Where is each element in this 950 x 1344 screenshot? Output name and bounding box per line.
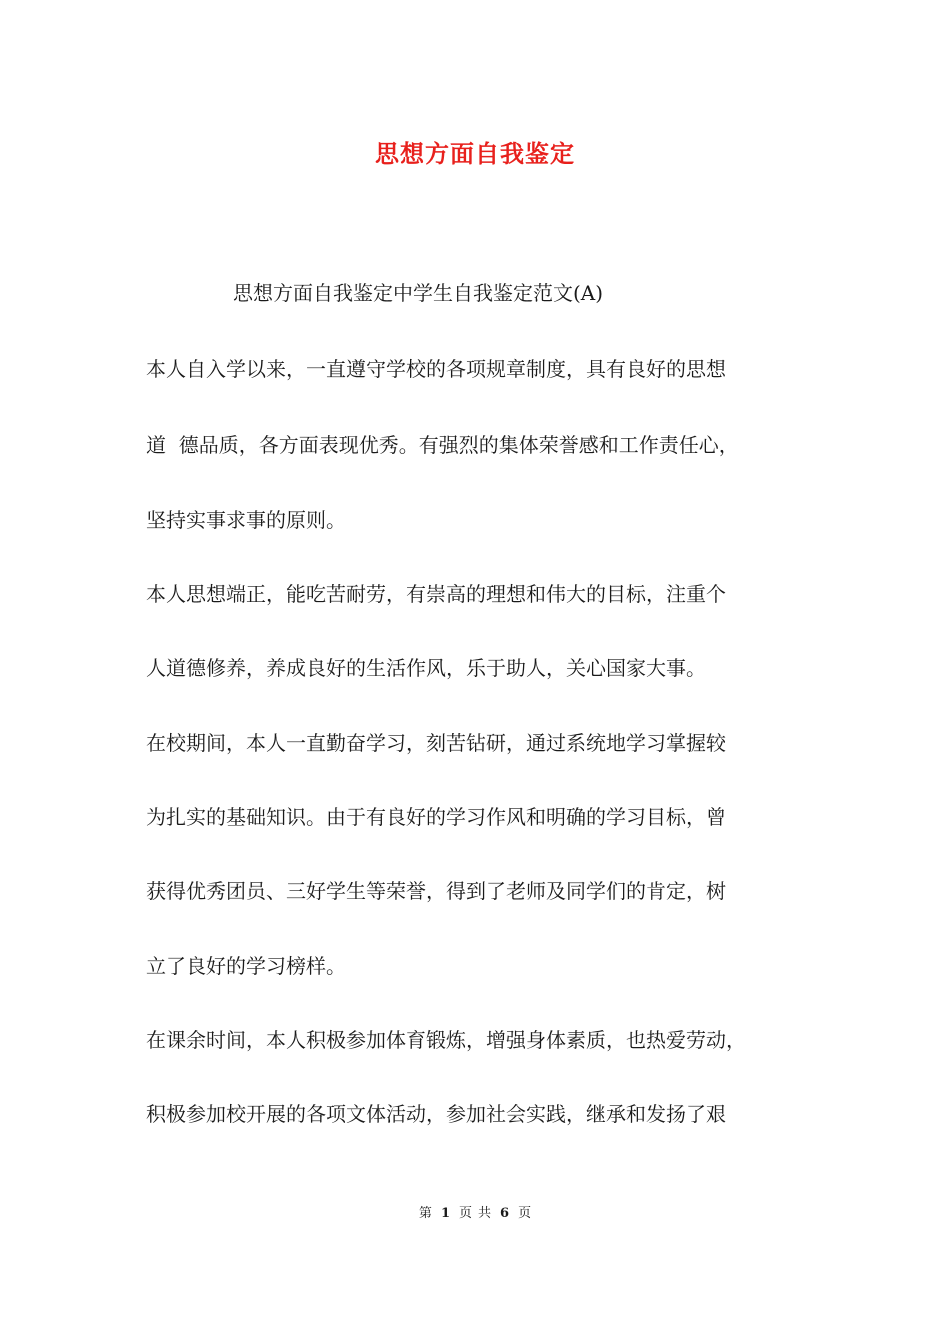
page-footer bbox=[0, 1205, 950, 1223]
footer-page-number: 1 bbox=[440, 1206, 450, 1221]
body-line: 坚持实事求事的原则。 bbox=[146, 508, 346, 532]
body-line: 在校期间，本人一直勤奋学习，刻苦钻研，通过系统地学习掌握较 bbox=[146, 731, 726, 755]
footer-suffix: 页 bbox=[518, 1206, 532, 1221]
body-line: 道 德品质，各方面表现优秀。有强烈的集体荣誉感和工作责任心， bbox=[146, 433, 739, 457]
body-line: 人道德修养，养成良好的生活作风，乐于助人，关心国家大事。 bbox=[146, 656, 706, 680]
body-line: 立了良好的学习榜样。 bbox=[146, 954, 346, 978]
body-line: 本人思想端正，能吃苦耐劳，有崇高的理想和伟大的目标，注重个 bbox=[146, 582, 726, 606]
footer-mid2: 共 bbox=[478, 1206, 492, 1221]
body-line: 积极参加校开展的各项文体活动，参加社会实践，继承和发扬了艰 bbox=[146, 1102, 726, 1126]
body-line: 在课余时间，本人积极参加体育锻炼，增强身体素质，也热爱劳动， bbox=[146, 1028, 746, 1052]
body-line: 本人自入学以来，一直遵守学校的各项规章制度，具有良好的思想 bbox=[146, 357, 726, 381]
footer-total-pages: 6 bbox=[500, 1206, 510, 1221]
body-line: 获得优秀团员、三好学生等荣誉，得到了老师及同学们的肯定，树 bbox=[146, 879, 726, 903]
footer-prefix: 第 bbox=[418, 1206, 432, 1221]
body-line: 为扎实的基础知识。由于有良好的学习作风和明确的学习目标，曾 bbox=[146, 805, 726, 829]
document-title: 思想方面自我鉴定 bbox=[375, 139, 575, 168]
document-subtitle: 思想方面自我鉴定中学生自我鉴定范文(A) bbox=[233, 281, 604, 305]
footer-mid1: 页 bbox=[458, 1206, 472, 1221]
